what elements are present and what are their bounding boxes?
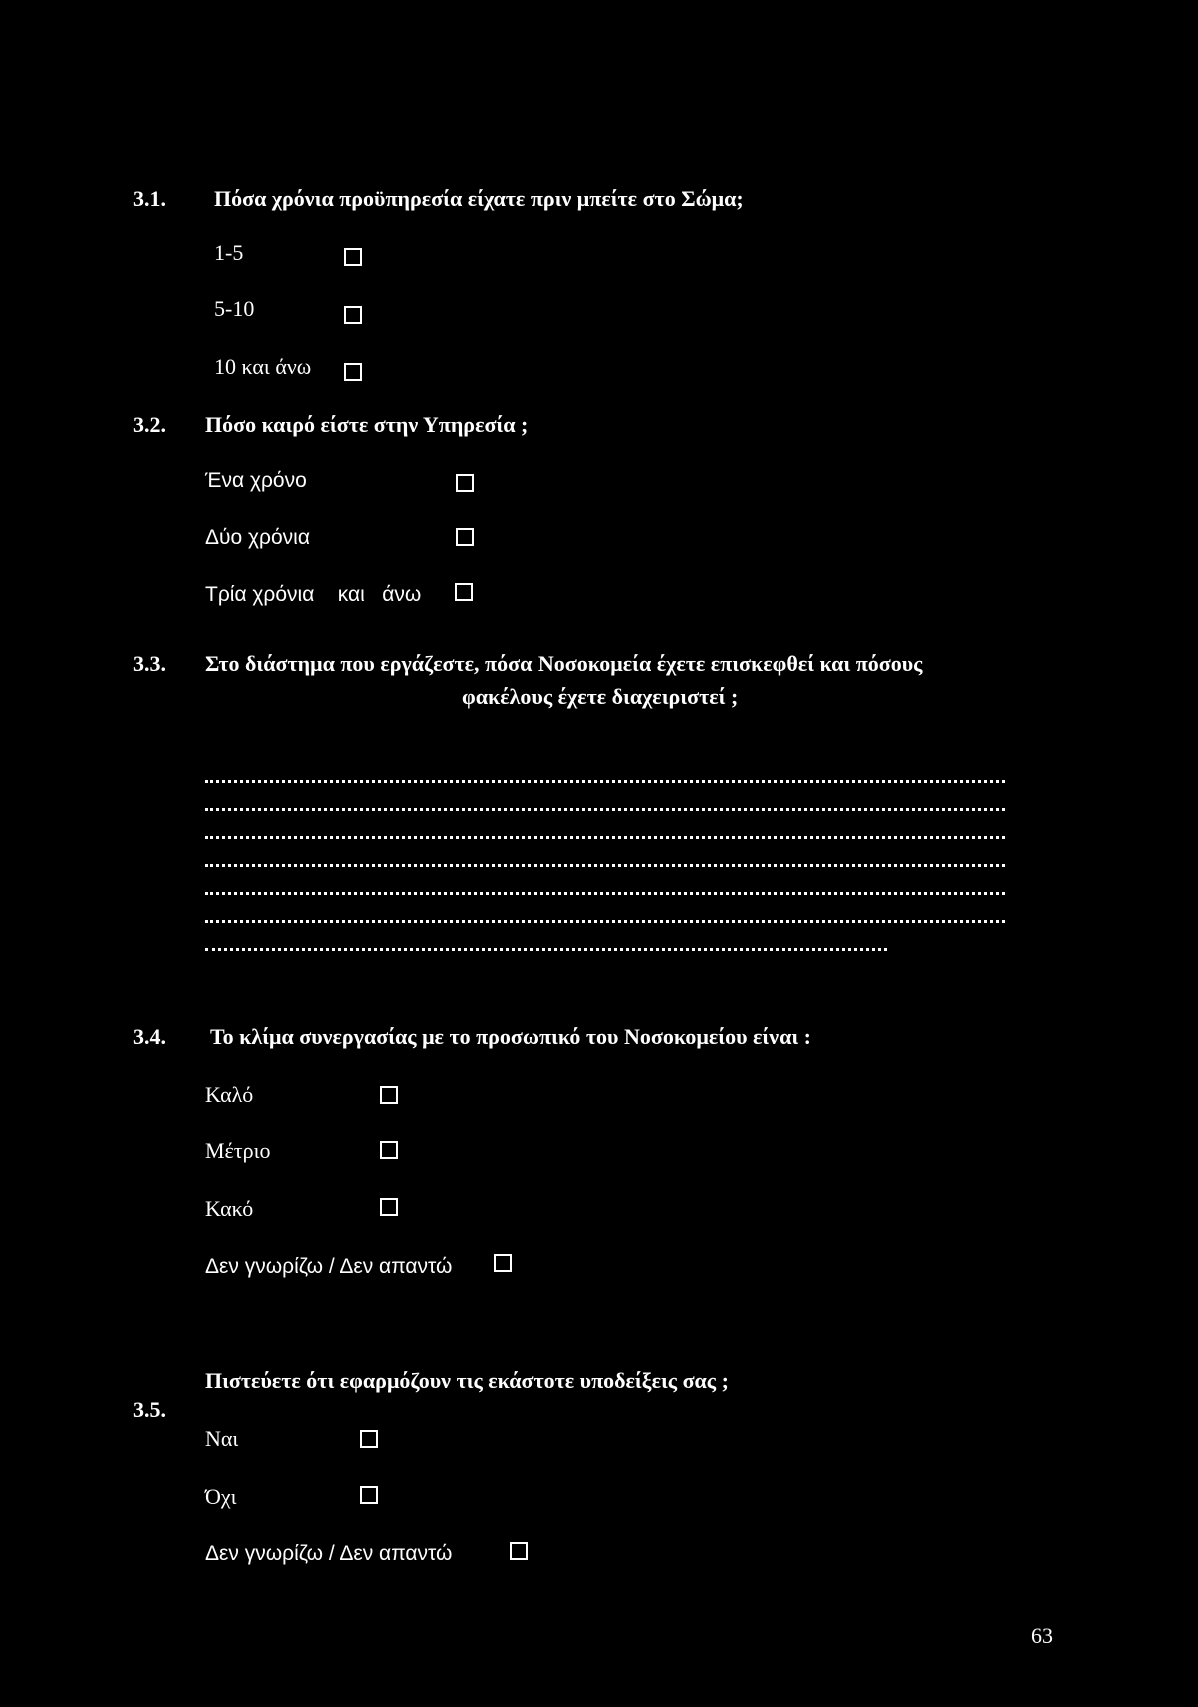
question-3-3-text-line2: φακέλους έχετε διαχειριστεί ; (462, 684, 739, 709)
answer-line-1[interactable] (205, 780, 1005, 783)
checkbox-no[interactable] (360, 1486, 378, 1504)
checkbox-dont-know-2[interactable] (510, 1542, 528, 1560)
answer-line-5[interactable] (205, 892, 1005, 895)
page-number: 63 (1031, 1623, 1053, 1648)
answer-line-7[interactable] (205, 948, 887, 951)
option-average-label: Μέτριο (205, 1138, 271, 1163)
option-5-10-label: 5-10 (214, 296, 255, 321)
option-dont-know-2-label: Δεν γνωρίζω / Δεν απαντώ (205, 1542, 453, 1565)
question-3-1-number: 3.1. (133, 186, 166, 211)
question-3-4-number: 3.4. (133, 1024, 166, 1049)
checkbox-yes[interactable] (360, 1430, 378, 1448)
checkbox-average[interactable] (380, 1141, 398, 1159)
option-10-plus-label: 10 και άνω (214, 354, 312, 379)
option-good-label: Καλό (205, 1082, 254, 1107)
question-3-2-number: 3.2. (133, 412, 166, 437)
question-3-4-text: Το κλίμα συνεργασίας με το προσωπικό του Νοσοκομείου είναι : (210, 1024, 811, 1049)
question-3-3-text-line1: Στο διάστημα που εργάζεστε, πόσα Νοσοκομεία έχετε επισκεφθεί και πόσους (205, 651, 923, 676)
checkbox-bad[interactable] (380, 1198, 398, 1216)
option-yes-label: Ναι (205, 1426, 239, 1451)
checkbox-three-plus-years[interactable] (455, 583, 473, 601)
checkbox-two-years[interactable] (456, 528, 474, 546)
answer-line-2[interactable] (205, 808, 1005, 811)
checkbox-one-year[interactable] (456, 474, 474, 492)
question-3-5-number: 3.5. (133, 1397, 166, 1422)
checkbox-10-plus[interactable] (344, 363, 362, 381)
question-3-3-number: 3.3. (133, 651, 166, 676)
answer-line-6[interactable] (205, 920, 1005, 923)
option-1-5-label: 1-5 (214, 240, 244, 265)
question-3-5-text: Πιστεύετε ότι εφαρμόζουν τις εκάστοτε υποδείξεις σας ; (205, 1368, 729, 1393)
option-no-label: Όχι (205, 1484, 237, 1509)
question-3-1-text: Πόσα χρόνια προϋπηρεσία είχατε πριν μπείτε στο Σώμα; (214, 186, 744, 211)
option-bad-label: Κακό (205, 1196, 254, 1221)
checkbox-dont-know[interactable] (494, 1254, 512, 1272)
checkbox-1-5[interactable] (344, 248, 362, 266)
checkbox-good[interactable] (380, 1086, 398, 1104)
answer-line-4[interactable] (205, 864, 1005, 867)
option-dont-know-label: Δεν γνωρίζω / Δεν απαντώ (205, 1255, 453, 1278)
option-three-plus-years-label: Τρία χρόνια και άνω (205, 583, 422, 606)
answer-line-3[interactable] (205, 836, 1005, 839)
option-one-year-label: Ένα χρόνο (205, 469, 307, 492)
question-3-2-text: Πόσο καιρό είστε στην Υπηρεσία ; (205, 412, 529, 437)
checkbox-5-10[interactable] (344, 306, 362, 324)
option-two-years-label: Δύο χρόνια (205, 526, 310, 549)
